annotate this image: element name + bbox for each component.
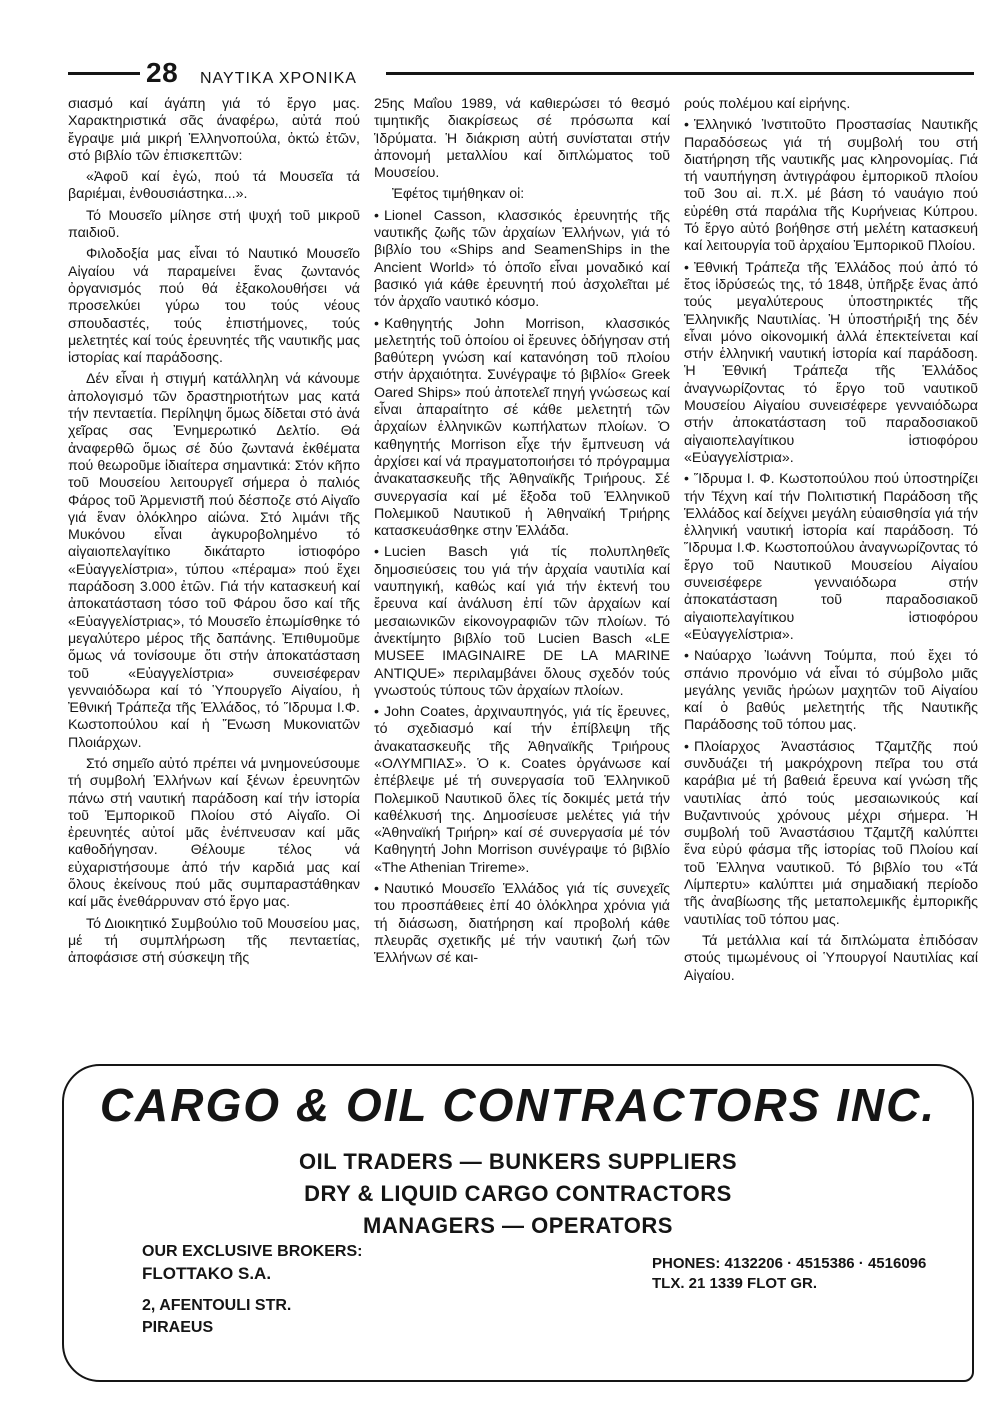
ad-services-line-2: DRY & LIQUID CARGO CONTRACTORS <box>304 1181 732 1206</box>
paragraph: Τό Διοικητικό Συμβούλιο τοῦ Μουσείου μας, μέ τή συμπλήρωση τῆς πενταετίας, ἀποφάσισε στή σύσκεψη τῆς <box>68 915 360 967</box>
paragraph: σιασμό καί άγάπη γιά τό ἔργο μας. Χαρακτηριστικά σᾶς άναφέρω, αὐτά πού ἔγραψε μιά μικρή Ἑλληνοπούλα, ὀκτώ ἐτῶν, στό βιβλίο τῶν ἐπισκεπτῶν: <box>68 96 360 164</box>
paragraph: Τό Μουσεῖο μίλησε στή ψυχή τοῦ μικροῦ παιδιοῦ. <box>68 207 360 242</box>
honoree-item: • Lionel Casson, κλασσικός ἐρευνητής τῆς ναυτικῆς ζωῆς τῶν ἀρχαίων Ἑλλήνων, γιά τό βιβλίο του «Ships and SeamenShips in the Ancient World» τό ὁποῖο εἶναι μοναδικό καί βασικό γιά κάθε ἐρευνητή πού ἀσχολεῖται μέ τόν ἀρχαῖο ναυτικό κόσμο. <box>374 208 670 312</box>
brokers-address-line-2: PIRAEUS <box>142 1319 214 1336</box>
article-column-1 <box>68 96 360 1058</box>
honoree-item: • John Coates, ἀρχιναυπηγός, γιά τίς ἔρευνες, τό σχεδιασμό καί τήν ἐπίβλεψη τῆς ἀνακατασκευῆς τῆς Ἀθηναϊκῆς Τριήρους «ΟΛΥΜΠΙΑΣ». Ὁ κ. Coates ὀργάνωσε καί ἐπέβλεψε μέ τή συνεργασία τοῦ Ἑλληνικοῦ Πολεμικοῦ Ναυτικοῦ ὅλες τίς δοκιμές μετά τήν καθέλκυσή της. Δημοσίευσε μελέτες γιά τήν «Ἀθηναϊκή Τριήρη» καί σέ συνεργασία μέ τόν Καθηγητή John Morrison συνέγραψε τό βιβλίο «The Athenian Trireme». <box>374 704 670 877</box>
paragraph: Στό σημεῖο αὐτό πρέπει νά μνημονεύσουμε τή συμβολή Ἑλλήνων καί ξένων ἐρευνητῶν πάνω στή ναυτική παράδοση καί τήν ἱστορία τοῦ Ἐμπορικοῦ Πλοίου στό Αἰγαῖο. Οἱ ἐρευνητές αὐτοί μᾶς ἐνέπνευσαν καί μᾶς καθοδήγησαν. Θέλουμε τέλος νά εὐχαριστήσουμε ἀπό τήν καρδιά μας καί ὅλους ἐκείνους πού μᾶς συμπαραστάθηκαν καί μᾶς ἐνεθάρρυναν στό ἔργο μας. <box>68 755 360 911</box>
paragraph: ρούς πολέμου καί εἰρήνης. <box>684 96 851 112</box>
brokers-label: OUR EXCLUSIVE BROKERS: <box>142 1243 363 1260</box>
advertisement-box <box>62 1064 974 1382</box>
honoree-item: • Καθηγητής John Morrison, κλασσικός μελετητής τοῦ ὁποίου οἱ ἔρευνες ὁδήγησαν στή βαθύτερη γνώση καί κατανόηση τοῦ πλοίου στήν ἀρχαιότητα. Συνέγραψε τό βιβλίο« Greek Oared Ships» πού ἀποτελεῖ πηγή γνώσεως καί εἶναι ἀπαραίτητο σέ κάθε μελετητή τῶν ἀρχαίων ἑλληνικῶν κωπήλατων πλοίων. Ὁ καθηγητής Morrison εἶχε τήν ἔμπνευση νά ἀρχίσει καί νά πραγματοποιήσει τό πρόγραμμα ἀνακατασκευῆς τῆς Ἀθηναϊκῆς Τριήρους. Σέ συνεργασία καί μέ ἔξοδα τοῦ Ἑλληνικοῦ Πολεμικοῦ Ναυτικοῦ ἡ Ἀθηναϊκή Τριήρης κατασκευάσθηκε στην Ἑλλάδα. <box>374 316 670 541</box>
phones: PHONES: 4132206 · 4515386 · 4516096 <box>652 1255 927 1272</box>
paragraph: 25ης Μαΐου 1989, νά καθιερώσει τό θεσμό τιμητικῆς διακρίσεως σέ πρόσωπα καί Ἱδρύματα. Ἡ διάκριση αὐτή συνίσταται στήν ἀπονομή μεταλλίου καί διπλώματος τοῦ Μουσείου. <box>374 96 670 182</box>
header-rule-left <box>68 72 140 75</box>
honoree-item: • Lucien Basch γιά τίς πολυπληθεῖς δημοσιεύσεις του γιά τήν ἀρχαία ναυτιλία καί ναυπηγική, καθώς καί γιά τήν ἐκτενή του ἔρευνα καί ἀνάλυση ἐπί τῶν ἀρχαίων καί μεσαιωνικῶν εἰκονογραφιῶν τῶν πλοίων. Τό ἀνεκτίμητο βιβλίο τοῦ Lucien Basch «LE MUSEE IMAGINAIRE DE LA MARINE ANTIQUE» περιλαμβάνει ὅλους σχεδόν τούς γνωστούς τύπους τῶν ἀρχαίων πλοίων. <box>374 544 670 700</box>
brokers-address-line-1: 2, AFENTOULI STR. <box>142 1297 292 1314</box>
brokers-name: FLOTTAKO S.A. <box>142 1264 272 1283</box>
ad-title: CARGO & OIL CONTRACTORS INC. <box>99 1079 937 1131</box>
article-column-3 <box>684 96 978 1058</box>
publication-title: ΝΑΥΤΙΚΑ ΧΡΟΝΙΚΑ <box>200 70 357 87</box>
ad-services-line-3: MANAGERS — OPERATORS <box>363 1213 673 1238</box>
honoree-item: • Ἵδρυμα Ι. Φ. Κωστοπούλου πού ὑποστηρίζει τήν Τέχνη καί τήν Πολιτιστική Παράδοση τῆς Ἑλλάδος καί δείχνει μεγάλη εὐαισθησία γιά τήν ἑλληνική ναυτική ἱστορία καί παράδοση. Τό Ἵδρυμα Ι.Φ. Κωστοπούλου ἀναγνωρίζοντας τό ἔργο τοῦ Ναυτικοῦ Μουσείου Αἰγαίου συνεισέφερε γενναιόδωρα στήν ἀποκατάσταση τοῦ παραδοσιακοῦ αἰγαιοπελαγίτικου ἱστιοφόρου «Εὐαγγελίστρια». <box>684 471 978 644</box>
honoree-item: • Πλοίαρχος Ἀναστάσιος Τζαμτζῆς πού συνδυάζει τή μακρόχρονη πεῖρα του στά καράβια μέ τή βαθειά ἔρευνα καί γνώση τῆς ναυτιλίας ἀπό τούς μεσαιωνικούς καί Βυζαντινούς χρόνους μέχρι σήμερα. Ἡ συμβολή τοῦ Ἀναστάσιου Τζαμτζῆ καλύπτει ἕνα εὐρύ φάσμα τῆς ἱστορίας τοῦ Πλοίου καί τοῦ Ἑλληνα ναυτικοῦ. Τό βιβλίο του «Τά Λίμπερτυ» καλύπτει μιά σημαδιακή περίοδο τῆς ἀναβίωσης τῆς μεταπολεμικῆς ἐμπορικῆς ναυτιλίας τοῦ τόπου μας. <box>684 739 978 929</box>
paragraph: «Ἀφοῦ καί ἐγώ, πού τά Μουσεῖα τά βαριέμαι, ἐνθουσιάστηκα...». <box>68 169 360 203</box>
article-column-2 <box>374 96 670 1058</box>
honoree-item: • Ναύαρχο Ἰωάννη Τούμπα, πού ἔχει τό σπάνιο προνόμιο νά εἶναι τό σύμβολο μιᾶς μεγάλης γενιᾶς ἡρώων μαχητῶν τοῦ Αἰγαίου καί ὁ βαθύς μελετητής τῆς Ναυτικῆς Παράδοσης τοῦ τόπου μας. <box>684 648 978 734</box>
honoree-item: • Ναυτικό Μουσεῖο Ἑλλάδος γιά τίς συνεχεῖς του προσπάθειες ἐπί 40 ὁλόκληρα χρόνια γιά τή διάσωση, διατήρηση καί προβολή κάθε πλευρᾶς σχετικῆς μέ τήν ναυτική ζωή τῶν Ἑλλήνων σέ και- <box>374 881 670 967</box>
paragraph: Ἐφέτος τιμήθηκαν οἱ: <box>392 186 525 203</box>
telex: TLX. 21 1339 FLOT GR. <box>652 1275 818 1292</box>
honoree-item: • Ἑλληνικό Ἰνστιτοῦτο Προστασίας Ναυτικῆς Παραδόσεως γιά τή συμβολή του στή διατήρηση τῆς ναυτικῆς μας κληρονομίας. Γιά τή ναυπήγηση ἀντιγράφου ἐμπορικοῦ πλοίου τοῦ 3ου αἰ. π.Χ. μέ βάση τό ναυάγιο πού εὑρέθη στά παράλια τῆς Κυρήνειας Κύπρου. Τό ἔργο αὐτό βοήθησε στή μελέτη κατασκευή καί λειτουργία τοῦ ἀρχαίου Ἐμπορικοῦ Πλοίου. <box>684 117 978 255</box>
paragraph: Δέν εἶναι ἡ στιγμή κατάλληλη νά κάνουμε ἀπολογισμό τῶν δραστηριοτήτων μας κατά τήν πενταετία. Περίληψη ὅμως δίδεται στό ἀνά χεῖρας σας Ἐνημερωτικό Δελτίο. Θά ἀναφερθῶ ὅμως σέ δύο ζωντανά ἐκθέματα πού θεωροῦμε ἰδιαίτερα σημαντικά: Στόν κῆπο τοῦ Μουσείου λειτουργεῖ σήμερα ὁ παλιός Φάρος τοῦ Ἀρμενιστῆ πού δέσποζε στό Αἰγαῖο γιά ἕναν ὁλόκληρο αἰώνα. Στό λιμάνι τῆς Μυκόνου εἶναι ἀγκυροβολημένο τό αἰγαιοπελαγίτικο δικάταρτο ἱστιοφόρο «Εὐαγγελίστρια», τύπου «πέραμα» πού ἔχει παράδοση 3.000 ἐτῶν. Γιά τήν κατασκευή καί ἀποκατάσταση τόσο τοῦ Φάρου ὅσο καί τῆς «Εὐαγγελίστριας», τό Μουσεῖο ἐπωμίσθηκε τό μεγαλύτερο μέρος τῆς δαπάνης. Ἐπιθυμοῦμε ὅμως νά τονίσουμε ὅτι στήν ἀποκατάσταση τοῦ «Εὐαγγελίστρια» συνεισέφεραν γενναιόδωρα καί τό Ὑπουργεῖο Αἰγαίου, ἡ Ἐθνική Τράπεζα τῆς Ἑλλάδος, τό Ἵδρυμα Ι.Φ. Κωστοπούλου καί ἡ Ἕνωση Μυκονιατῶν Πλοιάρχων. <box>68 371 360 751</box>
paragraph: Τά μετάλλια καί τά διπλώματα ἐπιδόσαν στούς τιμωμένους οἱ Ὑπουργοί Ναυτιλίας καί Αἰγαίου. <box>684 932 978 984</box>
page-number: 28 <box>146 57 179 88</box>
paragraph: Φιλοδοξία μας εἶναι τό Ναυτικό Μουσεῖο Αἰγαίου νά παραμείνει ἕνας ζωντανός ὀργανισμός πού θά ἐξακολουθήσει νά προσελκύει γύρω του τούς νέους σπουδαστές, τούς ἐπιστήμονες, τούς μελετητές καί τούς ἐρευνητές τῆς ναυτικῆς μας ἱστορίας καί παράδοσης. <box>68 246 360 367</box>
ad-services-line-1: OIL TRADERS — BUNKERS SUPPLIERS <box>298 1149 738 1174</box>
header-rule-right <box>386 72 974 75</box>
honoree-item: • Ἐθνική Τράπεζα τῆς Ἑλλάδος πού ἀπό τό ἔτος ἱδρύσεώς της, τό 1848, ὑπῆρξε ἕνας ἀπό τούς μεγαλύτερους ὑποστηρικτές τῆς Ἑλληνικῆς Ναυτιλίας. Ἡ ὑποστήριξή της δέν εἶναι μόνο οἰκονομική ἀλλά ἐπεκτείνεται καί στήν ἑλληνική ναυτική ἱστορία καί παράδοση. Ἡ Ἐθνική Τράπεζα τῆς Ἑλλάδος ἀναγνωρίζοντας τό ἔργο τοῦ ναυτικοῦ Μουσείου Αἰγαίου συνεισέφερε γενναιόδωρα στήν ἀποκατάσταση τοῦ παραδοσιακοῦ αἰγαιοπελαγίτικου ἱστιοφόρου «Εὐαγγελίστρια». <box>684 260 978 468</box>
